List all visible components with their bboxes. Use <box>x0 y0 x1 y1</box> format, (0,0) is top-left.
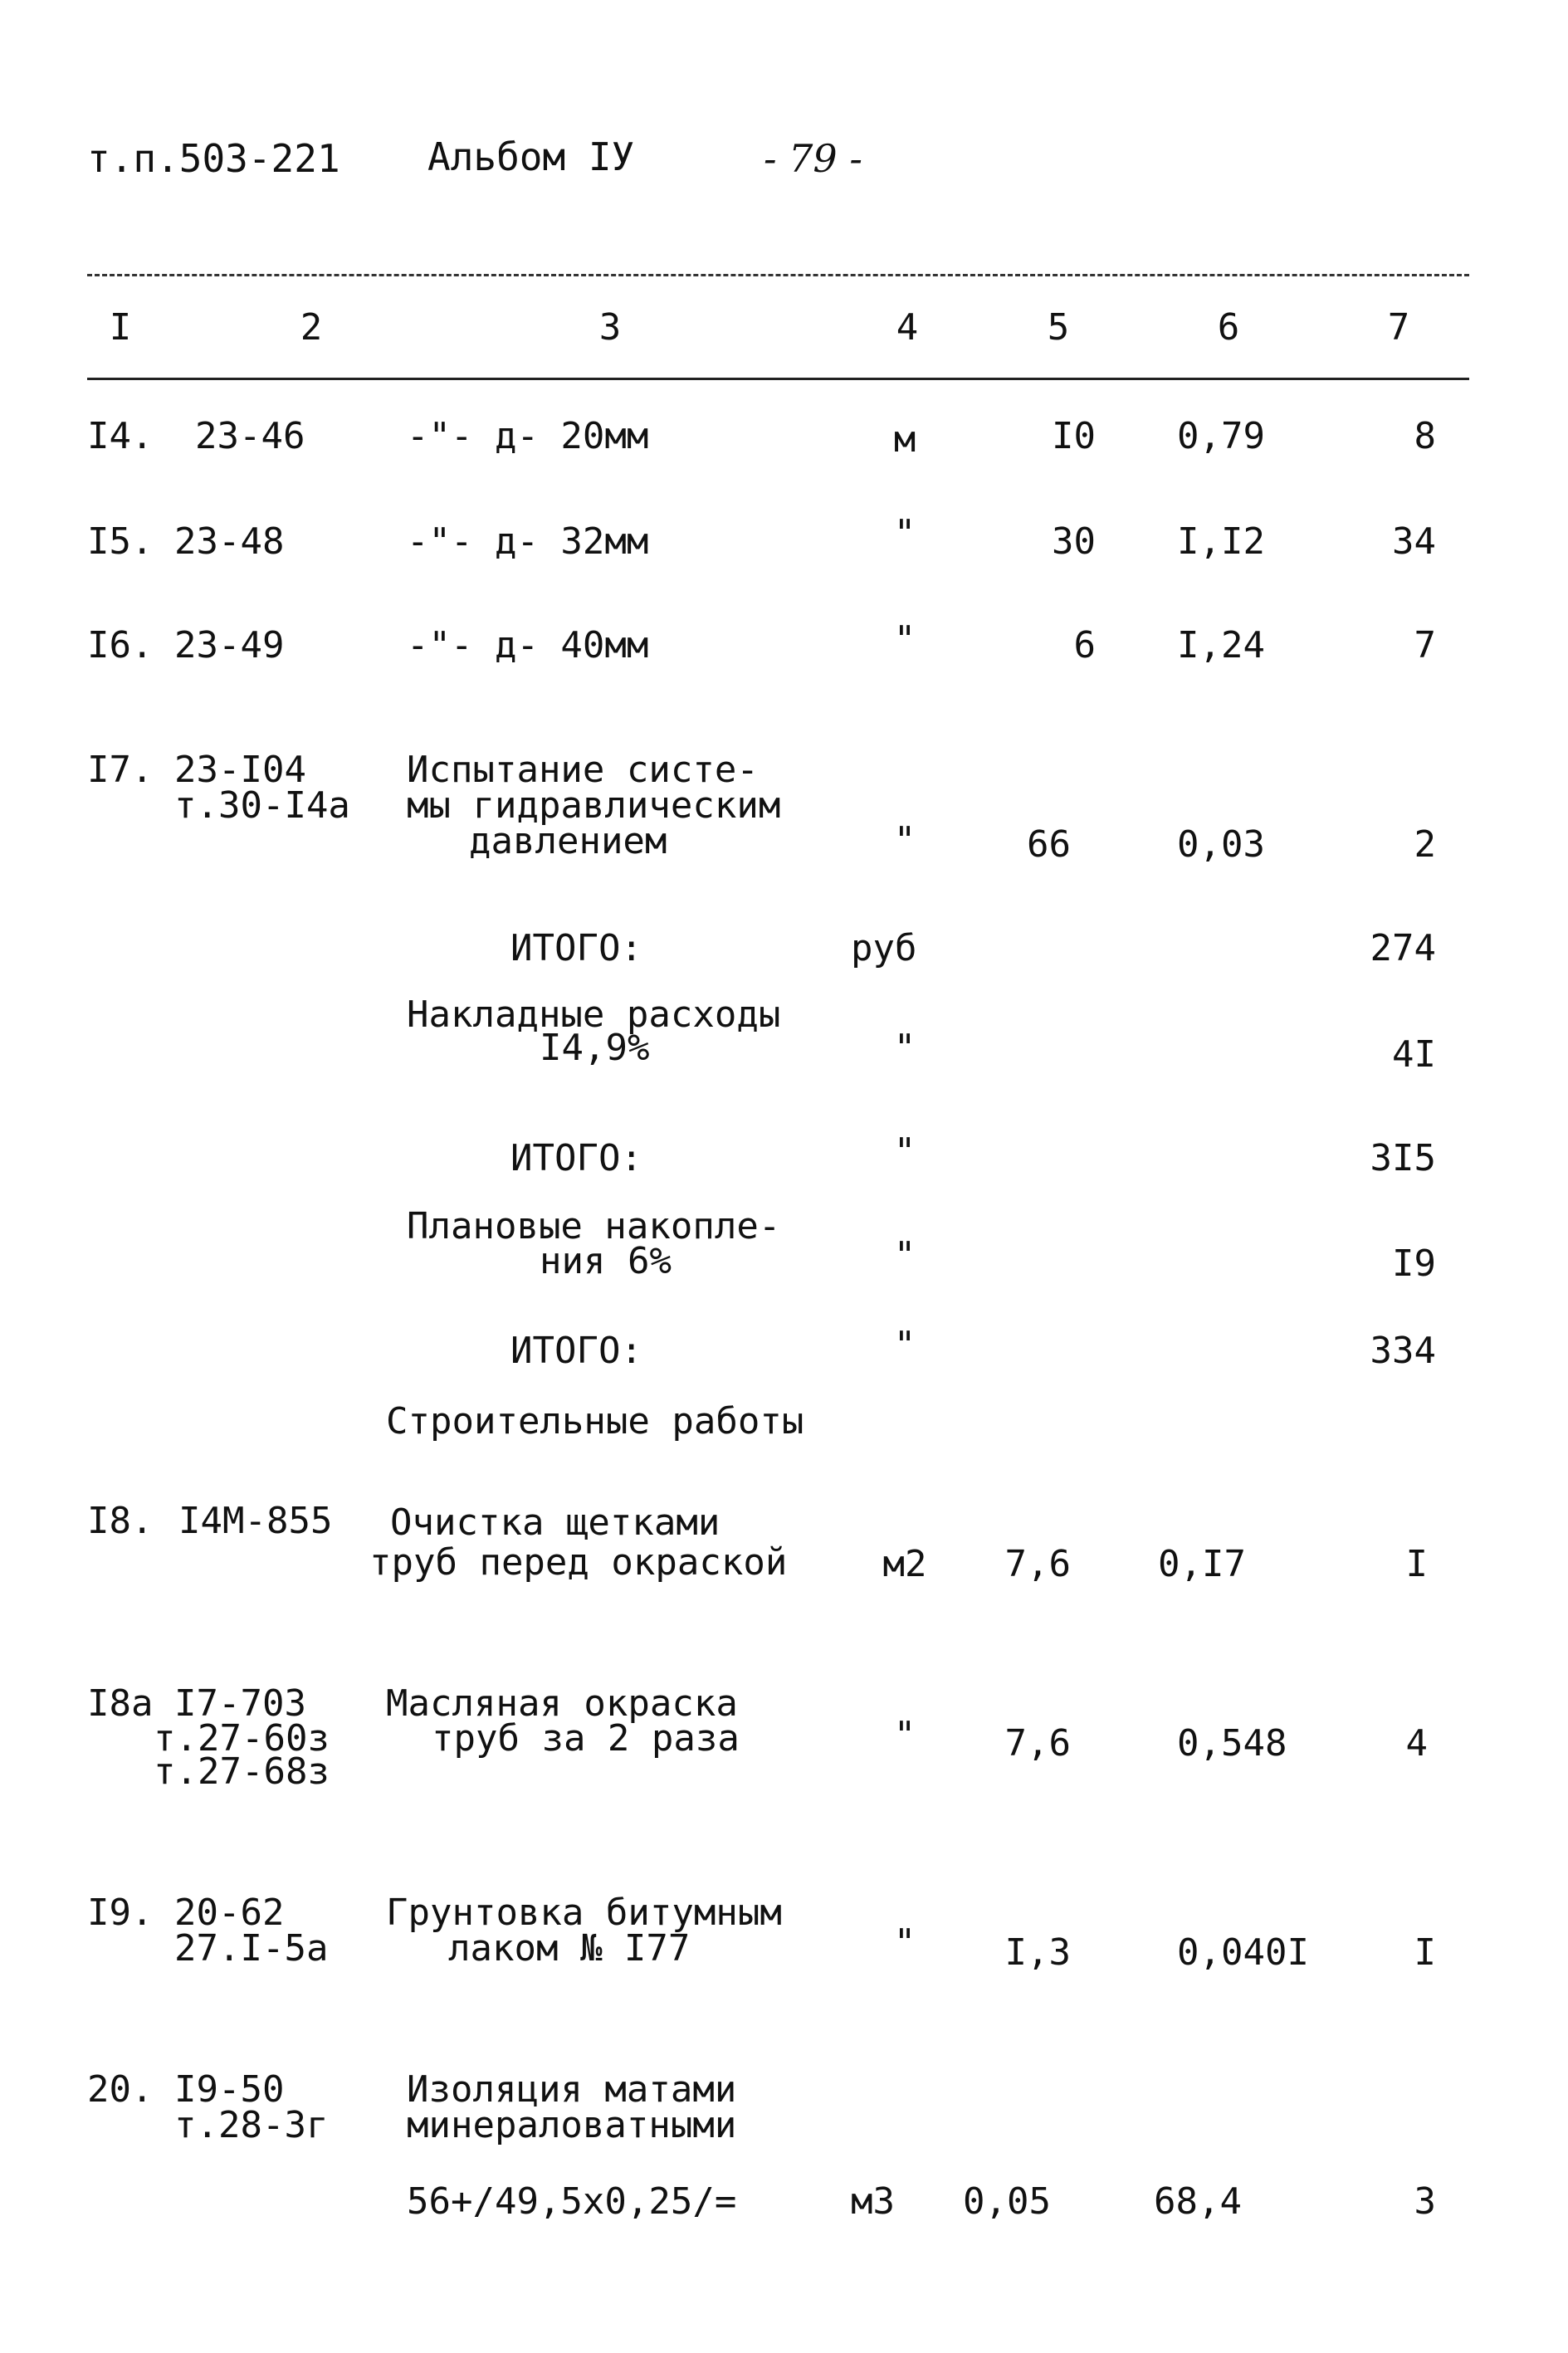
norm-code-table: т.27-68з <box>154 1750 330 1793</box>
work-description: лаком № I77 <box>448 1927 691 1970</box>
document-code: т.п.503-221 <box>87 136 340 181</box>
work-description: давлением <box>469 820 667 862</box>
quantity: 7,6 <box>1004 1543 1071 1585</box>
summary-label: ИТОГО: <box>510 927 642 969</box>
unit: " <box>893 618 916 661</box>
quantity: 6 <box>1073 624 1096 666</box>
column-header: 4 <box>896 306 919 349</box>
summary-label-rate: I4,9% <box>540 1027 650 1069</box>
column-header: 7 <box>1387 306 1410 349</box>
row-number: I8. <box>87 1500 154 1542</box>
summary-sum: 3I5 <box>1370 1137 1436 1179</box>
norm-code-table: т.28-3г <box>174 2104 329 2146</box>
work-description: Изоляция матами <box>407 2068 737 2111</box>
total-sum: 4 <box>1405 1722 1428 1765</box>
work-description: Испытание систе- <box>407 749 759 791</box>
unit-price: I,I2 <box>1177 520 1265 563</box>
unit: м2 <box>882 1543 927 1585</box>
quantity: 30 <box>1052 520 1096 563</box>
summary-sum: I9 <box>1392 1242 1436 1285</box>
column-header: I <box>109 306 132 349</box>
summary-label: Накладные расходы <box>407 993 781 1036</box>
norm-code: 23-46 <box>195 415 305 457</box>
summary-unit: " <box>893 1027 916 1069</box>
work-description: -"- д- 32мм <box>407 520 649 563</box>
summary-label: ИТОГО: <box>510 1330 642 1372</box>
work-description: минераловатными <box>407 2104 737 2146</box>
volume-formula: 56+/49,5х0,25/= <box>407 2180 737 2223</box>
unit-price: 0,548 <box>1177 1722 1287 1765</box>
norm-code-table: т.27-60з <box>154 1717 330 1760</box>
unit: " <box>893 1714 916 1756</box>
summary-unit: " <box>893 1324 916 1366</box>
row-number: I5. <box>87 520 154 563</box>
unit: " <box>893 1921 916 1964</box>
header-top-rule <box>87 274 1469 276</box>
unit: " <box>893 819 916 862</box>
unit-price: 0,79 <box>1177 415 1265 457</box>
work-description: -"- д- 20мм <box>407 415 649 457</box>
norm-code: 23-I04 <box>174 749 306 791</box>
column-header: 6 <box>1217 306 1240 349</box>
total-sum: 8 <box>1414 415 1436 457</box>
total-sum: 7 <box>1414 624 1436 666</box>
total-sum: 34 <box>1392 520 1436 563</box>
quantity: 0,05 <box>963 2180 1051 2223</box>
summary-sum: 4I <box>1392 1033 1436 1076</box>
header-bottom-rule <box>87 378 1469 380</box>
row-number: I7. <box>87 749 154 791</box>
unit-price: 0,040I <box>1177 1931 1309 1974</box>
norm-code: 23-48 <box>174 520 285 563</box>
work-description: труб за 2 раза <box>432 1717 740 1760</box>
work-description: Очистка щетками <box>390 1501 720 1544</box>
column-header: 2 <box>300 306 323 349</box>
norm-code: 20-62 <box>174 1892 285 1934</box>
total-sum: I <box>1414 1931 1436 1974</box>
row-number: 20. <box>87 2068 154 2111</box>
row-number: I4. <box>87 415 154 457</box>
quantity: 66 <box>1027 823 1071 866</box>
norm-code: 23-49 <box>174 624 285 666</box>
unit-price: 68,4 <box>1154 2180 1242 2223</box>
unit-price: I,24 <box>1177 624 1265 666</box>
total-sum: 2 <box>1414 823 1436 866</box>
summary-sum: 334 <box>1370 1330 1436 1372</box>
summary-label: ИТОГО: <box>510 1137 642 1179</box>
section-title: Строительные работы <box>386 1400 804 1443</box>
work-description: Масляная окраска <box>386 1682 738 1725</box>
summary-unit: " <box>893 1234 916 1277</box>
quantity: I,3 <box>1004 1931 1071 1974</box>
norm-code-table: т.30-I4а <box>174 784 350 827</box>
unit: " <box>893 512 916 554</box>
column-header: 5 <box>1047 306 1070 349</box>
quantity: I0 <box>1052 415 1096 457</box>
summary-unit: руб <box>851 927 917 969</box>
norm-code: I7-703 <box>174 1682 306 1725</box>
norm-code: I4М-855 <box>178 1500 333 1542</box>
page-number: - 79 - <box>764 136 862 181</box>
work-description: труб перед окраской <box>369 1541 788 1584</box>
unit: м3 <box>851 2180 895 2223</box>
norm-code: I9-50 <box>174 2068 285 2111</box>
summary-label-rate: ния 6% <box>540 1240 672 1282</box>
summary-sum: 274 <box>1370 927 1436 969</box>
unit: м <box>893 418 916 461</box>
norm-code-table: 27.I-5а <box>174 1927 329 1970</box>
column-header: 3 <box>598 306 622 349</box>
summary-label: Плановые накопле- <box>407 1205 781 1247</box>
work-description: -"- д- 40мм <box>407 624 649 666</box>
row-number: I8а <box>87 1682 154 1725</box>
album-label: Альбом IУ <box>427 134 635 179</box>
quantity: 7,6 <box>1004 1722 1071 1765</box>
summary-unit: " <box>893 1130 916 1173</box>
unit-price: 0,I7 <box>1158 1543 1246 1585</box>
total-sum: 3 <box>1414 2180 1436 2223</box>
work-description: мы гидравлическим <box>407 784 781 827</box>
total-sum: I <box>1405 1543 1428 1585</box>
row-number: I9. <box>87 1892 154 1934</box>
row-number: I6. <box>87 624 154 666</box>
work-description: Грунтовка битумным <box>386 1892 782 1934</box>
unit-price: 0,03 <box>1177 823 1265 866</box>
